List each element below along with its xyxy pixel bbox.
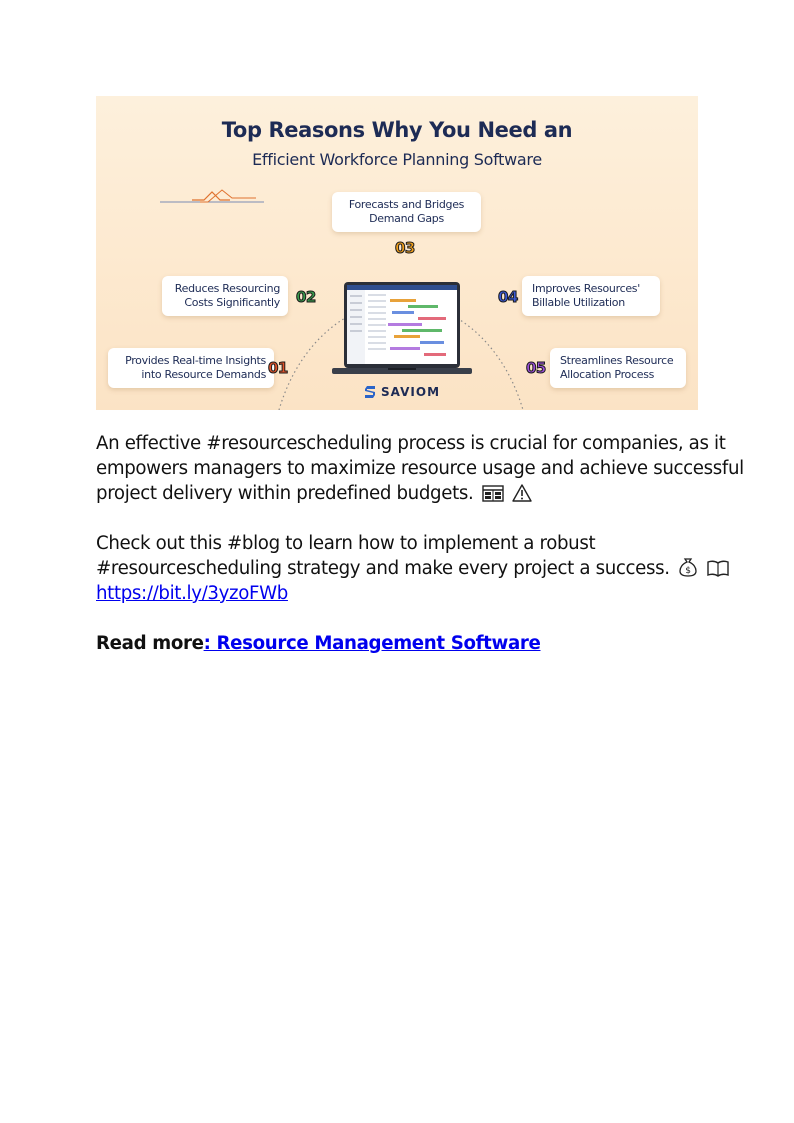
reason-number-01: 01 [268,359,288,377]
reason-04-line1: Improves Resources' [532,282,640,295]
paragraph-blog-line-2: #resourcescheduling strategy and make every project a success. [96,558,670,579]
reason-02-line2: Costs Significantly [184,296,280,309]
laptop-illustration [332,282,472,378]
banner-subtitle: Efficient Workforce Planning Software [252,150,542,169]
blog-link[interactable]: https://bit.ly/3yzoFWb [96,583,288,604]
reason-03-line1: Forecasts and Bridges [348,198,465,211]
reason-05-line2: Allocation Process [560,368,655,381]
reason-number-02: 02 [296,288,316,306]
paragraph-blog-line-1: Check out this #blog to learn how to implement a robust [96,533,596,554]
paragraph-blog [96,531,706,606]
read-more [96,631,706,656]
saviom-logo-icon [364,384,376,400]
reason-number-04: 04 [498,288,518,306]
banner-title: Top Reasons Why You Need an [221,118,573,142]
infographic-banner [96,96,698,410]
paragraph-intro-line-3: project delivery within predefined budgets. [96,483,474,504]
money-bag-icon [678,557,698,577]
reason-card-01 [108,348,274,388]
warning-icon [512,484,532,502]
reason-card-05 [550,348,686,388]
reason-number-03: 03 [395,239,415,257]
reason-card-02 [162,276,288,316]
svg-text:$: $ [685,566,691,576]
reason-number-05: 05 [526,359,546,377]
book-icon [707,559,729,577]
saviom-logo-text: SAVIOM [381,385,441,399]
paragraph-intro-line-1: An effective #resourcescheduling process is crucial for companies, as it [96,433,726,454]
read-more-label: Read more [96,633,204,654]
saviom-logo [364,382,440,402]
paragraph-intro [96,431,744,506]
calendar-icon [482,484,504,502]
reason-card-04 [522,276,660,316]
paragraph-intro-line-2: empowers managers to maximize resource usage and achieve successful [96,458,744,479]
reason-02-line1: Reduces Resourcing [174,282,280,295]
reason-01-line1: Provides Real-time Insights [125,354,266,367]
reason-01-line2: into Resource Demands [141,368,266,381]
reason-03-line2: Demand Gaps [369,212,444,225]
resource-management-software-link[interactable]: : Resource Management Software [203,633,541,654]
reason-04-line2: Billable Utilization [532,296,625,309]
reason-05-line1: Streamlines Resource [560,354,674,367]
reason-card-03 [332,192,481,232]
